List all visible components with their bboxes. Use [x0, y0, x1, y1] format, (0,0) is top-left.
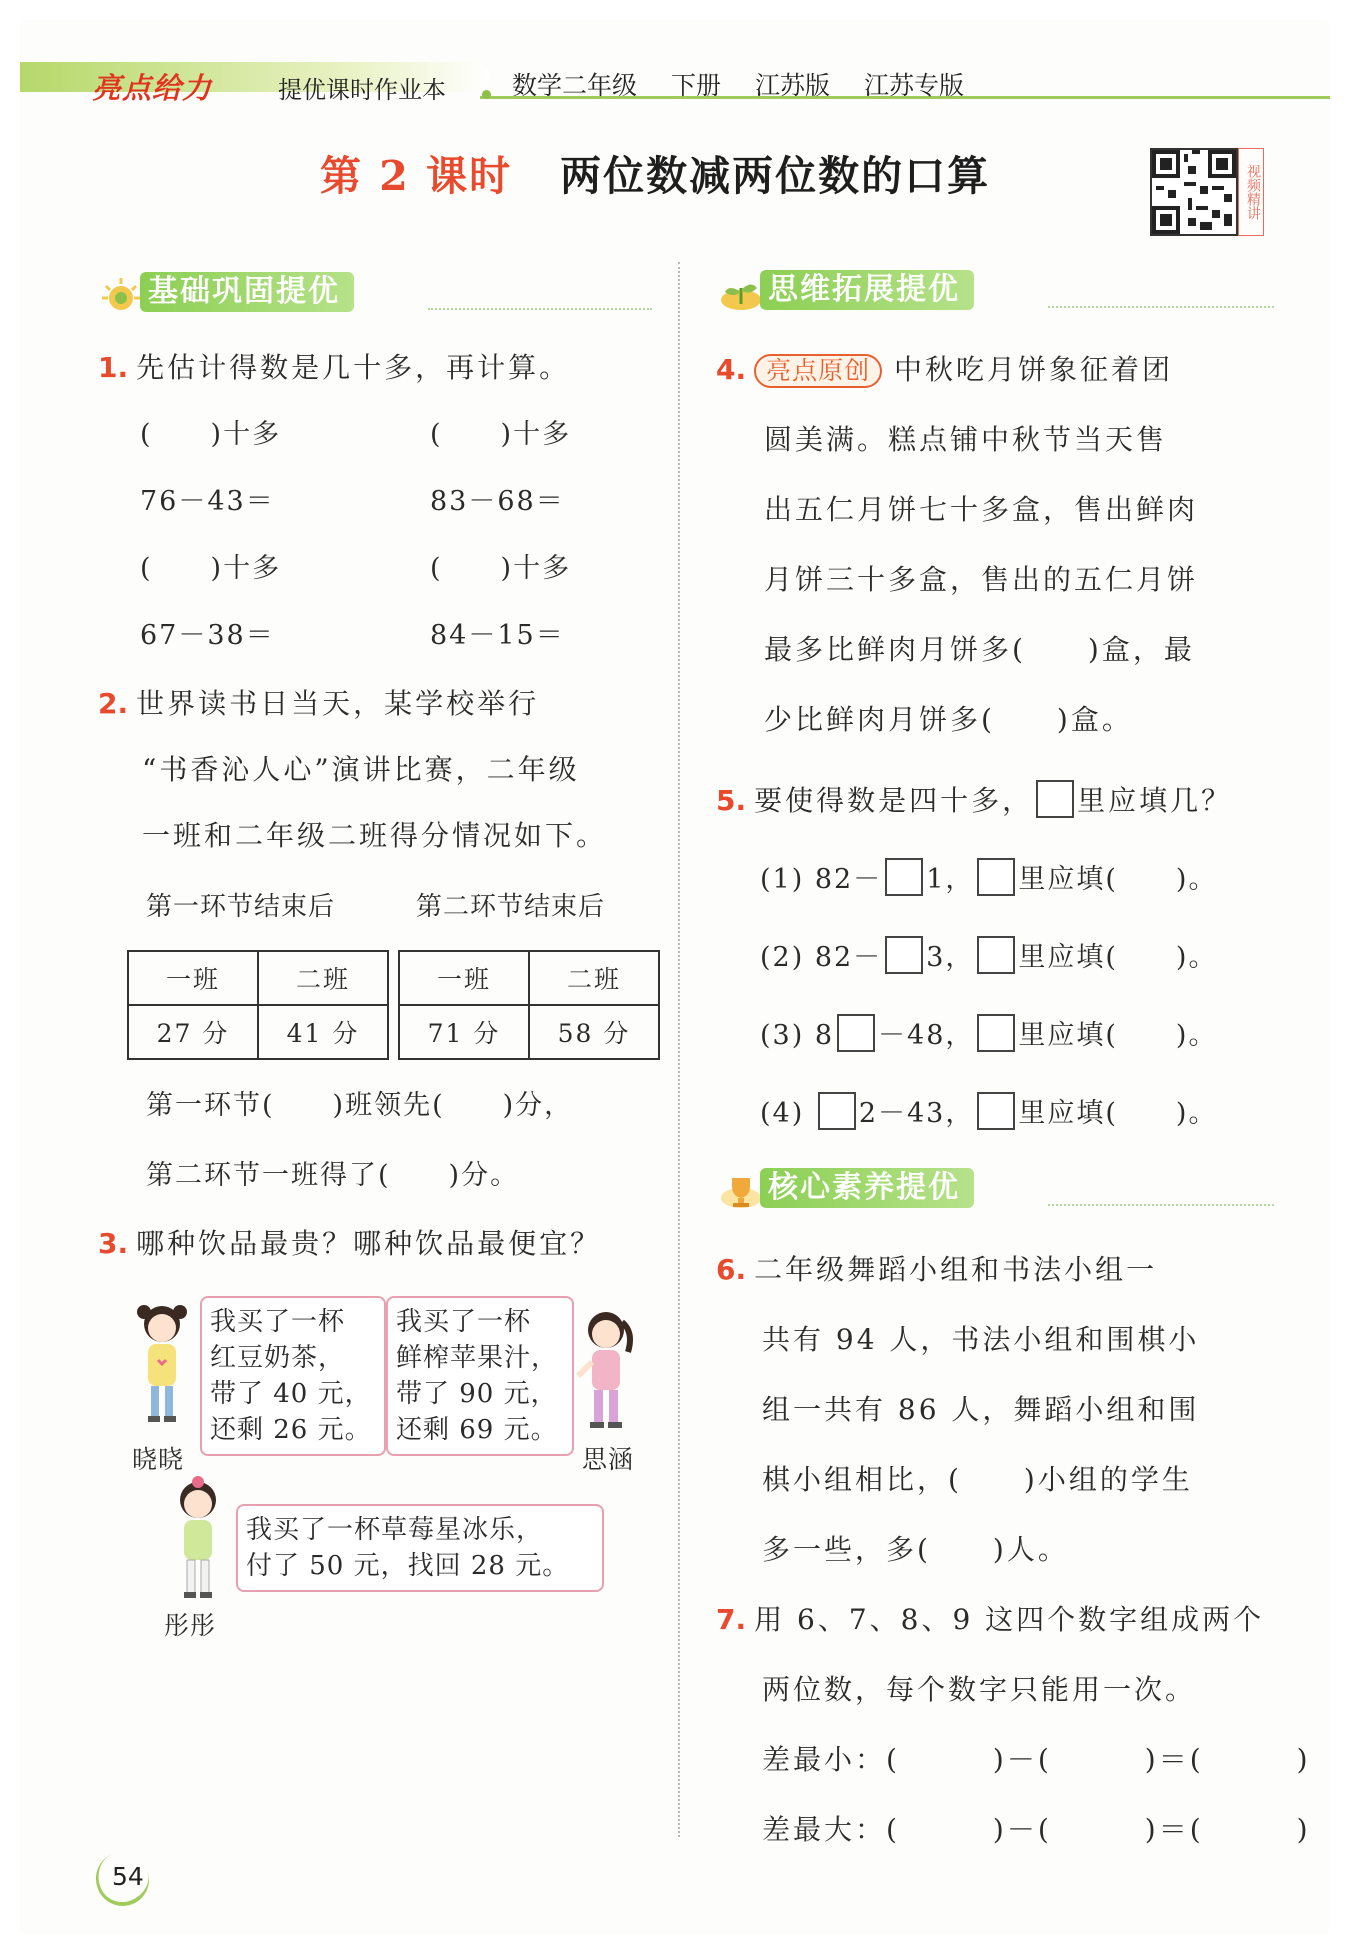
- round1-title: 第一环节结束后: [146, 892, 336, 922]
- round2-score-table: [398, 950, 660, 1060]
- table-header: 二班: [529, 951, 659, 1005]
- blank-box[interactable]: [837, 1014, 875, 1052]
- sub-tail[interactable]: 里应填( )。: [1018, 942, 1218, 973]
- blank-box: [977, 858, 1015, 896]
- sub-tail[interactable]: 里应填( )。: [1018, 864, 1218, 895]
- question-answer-line[interactable]: 棋小组相比，( )小组的学生: [762, 1463, 1193, 1496]
- question-number: 6.: [716, 1253, 747, 1286]
- question-number: 7.: [716, 1603, 747, 1636]
- qr-code-icon: [1152, 150, 1236, 234]
- girl-tongtong-illustration: [168, 1476, 228, 1606]
- trophy-icon: [718, 1172, 764, 1210]
- volume: 下册: [671, 71, 722, 100]
- section-dots: [1048, 1204, 1274, 1206]
- question-text-line: 用 6、7、8、9 这四个数字组成两个: [754, 1603, 1265, 1636]
- student-name: 思涵: [582, 1445, 635, 1474]
- max-difference-line[interactable]: 差最大：( )－( )＝( ): [762, 1813, 1311, 1846]
- lesson-number: 第 2 课时: [320, 152, 513, 200]
- bubble-line: 还剩 26 元。: [210, 1415, 372, 1445]
- lesson-title: [320, 143, 990, 202]
- estimate-blank[interactable]: ( )十多: [430, 419, 572, 450]
- question-text-line: “书香沁人心”演讲比赛，二年级: [142, 753, 580, 786]
- question-number: 4.: [716, 353, 747, 386]
- question-5: [716, 780, 1232, 818]
- section-core-title: 核心素养提优: [760, 1168, 974, 1208]
- section-thinking-title: 思维拓展提优: [760, 270, 974, 310]
- speech-bubble-sihan: [386, 1296, 574, 1456]
- question-4: [716, 354, 1173, 388]
- question-answer-line[interactable]: 少比鲜肉月饼多( )盒。: [764, 703, 1133, 736]
- expression[interactable]: 84－15＝: [430, 620, 565, 651]
- sub-label: (2) 82－: [760, 942, 883, 973]
- section-dots: [428, 308, 652, 310]
- girl-sihan-illustration: [572, 1306, 640, 1436]
- question-text: 里应填几？: [1077, 784, 1233, 817]
- blank-box: [977, 936, 1015, 974]
- question-text: 要使得数是四十多，: [754, 784, 1034, 817]
- edition: 江苏版: [755, 71, 831, 100]
- qr-video-label: 视频精讲: [1238, 148, 1264, 236]
- estimate-blank[interactable]: ( )十多: [430, 553, 572, 584]
- sub-after: 1，: [926, 864, 975, 895]
- bubble-line: 还剩 69 元。: [396, 1415, 558, 1445]
- question-number: 5.: [716, 784, 747, 817]
- bubble-line: 我买了一杯: [210, 1307, 346, 1337]
- question-text-line: 圆美满。糕点铺中秋节当天售: [764, 423, 1168, 456]
- question-number: 2.: [98, 687, 129, 720]
- question-text: 哪种饮品最贵？哪种饮品最便宜？: [136, 1227, 602, 1260]
- bubble-line: 付了 50 元，找回 28 元。: [246, 1551, 570, 1581]
- book-series: 提优课时作业本: [278, 76, 446, 104]
- bubble-line: 红豆奶茶，: [210, 1343, 346, 1373]
- section-basic-title: 基础巩固提优: [140, 272, 354, 312]
- round2-title: 第二环节结束后: [416, 892, 606, 922]
- table-cell: 27 分: [128, 1005, 258, 1059]
- special-edition: 江苏专版: [864, 71, 965, 100]
- qr-code[interactable]: [1150, 148, 1238, 236]
- answer-line[interactable]: 第一环节( )班领先( )分，: [146, 1090, 574, 1121]
- table-header: 一班: [399, 951, 529, 1005]
- section-core: [718, 1166, 1274, 1212]
- original-tag: 亮点原创: [754, 354, 882, 388]
- bubble-line: 带了 40 元，: [210, 1379, 372, 1409]
- answer-line[interactable]: 第二环节一班得了( )分。: [146, 1160, 520, 1191]
- question-text-line: 二年级舞蹈小组和书法小组一: [754, 1253, 1158, 1286]
- sub-question: [760, 1014, 1217, 1052]
- question-1: [98, 351, 571, 384]
- expression[interactable]: 83－68＝: [430, 486, 565, 517]
- section-thinking: [718, 268, 1274, 314]
- bubble-line: 带了 90 元，: [396, 1379, 558, 1409]
- question-text-line: 月饼三十多盒，售出的五仁月饼: [764, 563, 1199, 596]
- question-number: 3.: [98, 1227, 129, 1260]
- sub-label: (4): [760, 1098, 815, 1129]
- expression[interactable]: 67－38＝: [140, 620, 275, 651]
- question-2: [98, 687, 540, 720]
- sun-icon: [98, 276, 144, 314]
- student-name: 彤彤: [164, 1611, 217, 1640]
- table-cell: 71 分: [399, 1005, 529, 1059]
- student-name: 晓晓: [132, 1445, 185, 1474]
- round1-score-table: [127, 950, 389, 1060]
- bubble-line: 我买了一杯草莓星冰乐，: [246, 1515, 544, 1545]
- table-header: 二班: [258, 951, 388, 1005]
- brand-logo-text: 亮点给力: [92, 71, 213, 105]
- sub-question: [760, 858, 1217, 896]
- sub-question: [760, 936, 1217, 974]
- estimate-blank[interactable]: ( )十多: [140, 419, 282, 450]
- table-header: 一班: [128, 951, 258, 1005]
- column-divider: [678, 262, 680, 1837]
- girl-xiaoxiao-illustration: [132, 1300, 192, 1430]
- speech-bubble-xiaoxiao: [200, 1296, 386, 1456]
- blank-box: [977, 1014, 1015, 1052]
- question-text-line: 中秋吃月饼象征着团: [894, 353, 1174, 386]
- section-basic: [98, 270, 652, 316]
- sprout-icon: [718, 274, 764, 312]
- question-6: [716, 1253, 1158, 1286]
- question-text: 先估计得数是几十多，再计算。: [136, 351, 571, 384]
- page-header: [20, 52, 1330, 112]
- question-answer-line[interactable]: 最多比鲜肉月饼多( )盒，最: [764, 633, 1195, 666]
- question-text-line: 共有 94 人，书法小组和围棋小: [762, 1323, 1200, 1356]
- sub-after: 2－43，: [858, 1098, 975, 1129]
- estimate-blank[interactable]: ( )十多: [140, 553, 282, 584]
- question-text-line: 一班和二年级二班得分情况如下。: [142, 819, 608, 852]
- question-text-line: 组一共有 86 人，舞蹈小组和围: [762, 1393, 1200, 1426]
- question-text-line: 两位数，每个数字只能用一次。: [762, 1673, 1197, 1706]
- header-dot: [482, 90, 491, 99]
- sub-after: －48，: [878, 1020, 975, 1051]
- bubble-line: 鲜榨苹果汁，: [396, 1343, 559, 1373]
- book-info: [512, 66, 964, 102]
- question-number: 1.: [98, 351, 129, 384]
- blank-box[interactable]: [818, 1092, 856, 1130]
- sub-label: (3) 8: [760, 1020, 835, 1051]
- question-text-line: 出五仁月饼七十多盒，售出鲜肉: [764, 493, 1199, 526]
- min-difference-line[interactable]: 差最小：( )－( )＝( ): [762, 1743, 1311, 1776]
- question-3: [98, 1227, 602, 1260]
- sub-after: 3，: [926, 942, 975, 973]
- sub-tail[interactable]: 里应填( )。: [1018, 1098, 1218, 1129]
- question-text-line: 世界读书日当天，某学校举行: [136, 687, 540, 720]
- table-cell: 41 分: [258, 1005, 388, 1059]
- bubble-line: 我买了一杯: [396, 1307, 532, 1337]
- question-7: [716, 1603, 1265, 1636]
- speech-bubble-tongtong: [236, 1504, 604, 1592]
- lesson-name: 两位数减两位数的口算: [560, 152, 991, 200]
- expression[interactable]: 76－43＝: [140, 486, 275, 517]
- sub-label: (1) 82－: [760, 864, 883, 895]
- question-answer-line[interactable]: 多一些，多( )人。: [762, 1533, 1069, 1566]
- blank-box[interactable]: [885, 858, 923, 896]
- table-cell: 58 分: [529, 1005, 659, 1059]
- blank-box: [1036, 780, 1074, 818]
- section-dots: [1048, 306, 1274, 308]
- page-number: 54: [112, 1862, 144, 1891]
- blank-box: [977, 1092, 1015, 1130]
- sub-question: [760, 1092, 1217, 1130]
- blank-box[interactable]: [885, 936, 923, 974]
- sub-tail[interactable]: 里应填( )。: [1018, 1020, 1218, 1051]
- grade: 数学二年级: [512, 71, 638, 100]
